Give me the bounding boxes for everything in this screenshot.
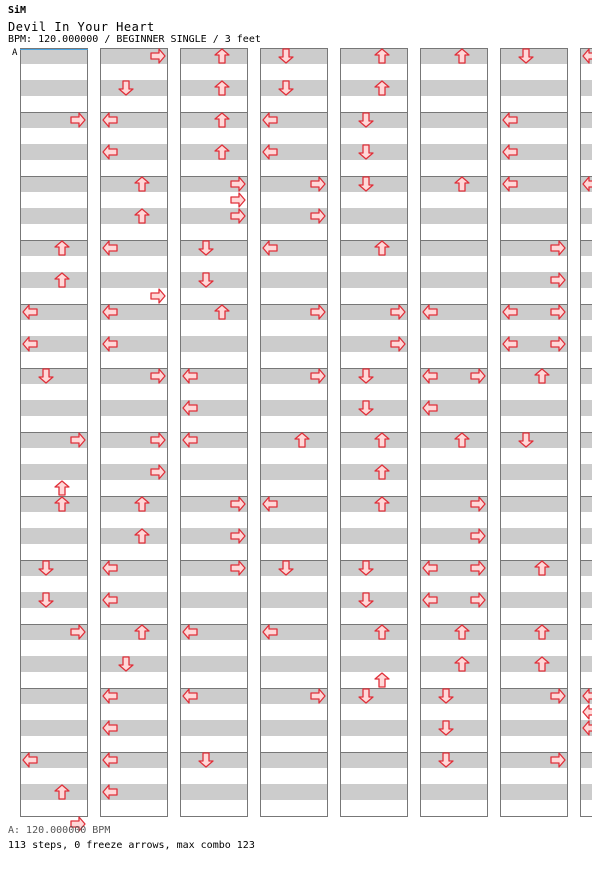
bpm-marker-line: [20, 49, 88, 50]
beat-stripe: [20, 592, 88, 608]
beat-stripe: [420, 336, 488, 352]
beat-stripe: [580, 752, 592, 768]
beat-stripe: [100, 208, 168, 224]
beat-stripe: [20, 272, 88, 288]
beat-stripe: [180, 80, 248, 96]
beat-stripe: [340, 688, 408, 704]
beat-stripe: [20, 784, 88, 800]
beat-stripe: [420, 240, 488, 256]
beat-stripe: [20, 656, 88, 672]
beat-stripe: [580, 528, 592, 544]
beat-stripe: [340, 592, 408, 608]
beat-stripe: [580, 368, 592, 384]
beat-stripe: [180, 144, 248, 160]
beat-stripe: [500, 496, 568, 512]
beat-stripe: [260, 560, 328, 576]
beat-stripe: [500, 368, 568, 384]
beat-stripe: [260, 272, 328, 288]
beat-stripe: [500, 624, 568, 640]
beat-stripe: [580, 496, 592, 512]
beat-stripe: [20, 688, 88, 704]
beat-stripe: [100, 656, 168, 672]
beat-stripe: [260, 400, 328, 416]
beat-stripe: [420, 208, 488, 224]
beat-stripe: [100, 528, 168, 544]
beat-stripe: [100, 624, 168, 640]
beat-stripe: [100, 176, 168, 192]
beat-stripe: [180, 272, 248, 288]
beat-stripe: [20, 144, 88, 160]
beat-stripe: [340, 80, 408, 96]
beat-stripe: [260, 720, 328, 736]
beat-stripe: [180, 720, 248, 736]
beat-stripe: [20, 176, 88, 192]
beat-stripe: [580, 112, 592, 128]
beat-stripe: [20, 528, 88, 544]
beat-stripe: [180, 240, 248, 256]
beat-stripe: [340, 432, 408, 448]
beat-stripe: [580, 240, 592, 256]
beat-stripe: [260, 80, 328, 96]
beat-stripe: [420, 48, 488, 64]
beat-stripe: [340, 176, 408, 192]
beat-stripe: [180, 112, 248, 128]
beat-stripe: [20, 720, 88, 736]
beat-stripe: [20, 48, 88, 64]
song-title: Devil In Your Heart: [8, 20, 155, 34]
beat-stripe: [580, 304, 592, 320]
beat-stripe: [20, 496, 88, 512]
beat-stripe: [340, 144, 408, 160]
chart-info: BPM: 120.000000 / BEGINNER SINGLE / 3 feet: [8, 34, 261, 45]
beat-stripe: [340, 464, 408, 480]
beat-stripe: [420, 432, 488, 448]
beat-stripe: [580, 464, 592, 480]
beat-stripe: [580, 400, 592, 416]
artist-name: SiM: [8, 5, 27, 16]
beat-stripe: [580, 336, 592, 352]
beat-stripe: [500, 432, 568, 448]
beat-stripe: [20, 464, 88, 480]
beat-stripe: [420, 784, 488, 800]
beat-stripe: [340, 48, 408, 64]
beat-stripe: [100, 496, 168, 512]
beat-stripe: [340, 496, 408, 512]
beat-stripe: [180, 336, 248, 352]
beat-stripe: [500, 208, 568, 224]
beat-stripe: [580, 784, 592, 800]
beat-stripe: [180, 304, 248, 320]
step-stats: 113 steps, 0 freeze arrows, max combo 123: [8, 840, 255, 851]
beat-stripe: [260, 432, 328, 448]
beat-stripe: [260, 656, 328, 672]
beat-stripe: [20, 368, 88, 384]
beat-stripe: [500, 48, 568, 64]
beat-stripe: [260, 528, 328, 544]
beat-stripe: [580, 624, 592, 640]
beat-stripe: [20, 208, 88, 224]
beat-stripe: [500, 592, 568, 608]
beat-stripe: [500, 784, 568, 800]
beat-stripe: [420, 752, 488, 768]
beat-stripe: [340, 560, 408, 576]
beat-stripe: [180, 592, 248, 608]
beat-stripe: [340, 208, 408, 224]
beat-stripe: [340, 528, 408, 544]
beat-stripe: [420, 176, 488, 192]
beat-stripe: [580, 560, 592, 576]
beat-stripe: [20, 80, 88, 96]
beat-stripe: [580, 144, 592, 160]
beat-stripe: [580, 592, 592, 608]
beat-stripe: [420, 144, 488, 160]
beat-stripe: [500, 400, 568, 416]
beat-stripe: [420, 272, 488, 288]
beat-stripe: [420, 80, 488, 96]
beat-stripe: [340, 240, 408, 256]
beat-stripe: [180, 48, 248, 64]
beat-stripe: [260, 592, 328, 608]
beat-stripe: [260, 752, 328, 768]
beat-stripe: [340, 624, 408, 640]
beat-stripe: [100, 400, 168, 416]
beat-stripe: [180, 656, 248, 672]
beat-stripe: [260, 464, 328, 480]
beat-stripe: [100, 80, 168, 96]
beat-stripe: [580, 272, 592, 288]
beat-stripe: [260, 784, 328, 800]
beat-stripe: [340, 272, 408, 288]
beat-stripe: [500, 560, 568, 576]
bpm-marker-label: A: [12, 48, 18, 58]
beat-stripe: [580, 208, 592, 224]
beat-stripe: [20, 560, 88, 576]
beat-stripe: [340, 720, 408, 736]
beat-stripe: [340, 112, 408, 128]
beat-stripe: [340, 784, 408, 800]
beat-stripe: [580, 656, 592, 672]
beat-stripe: [500, 656, 568, 672]
beat-stripe: [420, 464, 488, 480]
beat-stripe: [340, 400, 408, 416]
beat-stripe: [260, 336, 328, 352]
beat-stripe: [260, 48, 328, 64]
beat-stripe: [340, 656, 408, 672]
beat-stripe: [340, 752, 408, 768]
beat-stripe: [500, 80, 568, 96]
beat-stripe: [420, 688, 488, 704]
beat-stripe: [20, 240, 88, 256]
beat-stripe: [180, 784, 248, 800]
beat-stripe: [580, 432, 592, 448]
beat-stripe: [420, 656, 488, 672]
beat-stripe: [420, 720, 488, 736]
beat-stripe: [180, 752, 248, 768]
bpm-summary: A: 120.000000 BPM: [8, 825, 111, 836]
beat-stripe: [340, 368, 408, 384]
beat-stripe: [420, 112, 488, 128]
beat-stripe: [500, 720, 568, 736]
beat-stripe: [180, 464, 248, 480]
beat-stripe: [500, 528, 568, 544]
beat-stripe: [100, 272, 168, 288]
beat-stripe: [420, 624, 488, 640]
beat-stripe: [20, 400, 88, 416]
beat-stripe: [580, 80, 592, 96]
beat-stripe: [500, 464, 568, 480]
